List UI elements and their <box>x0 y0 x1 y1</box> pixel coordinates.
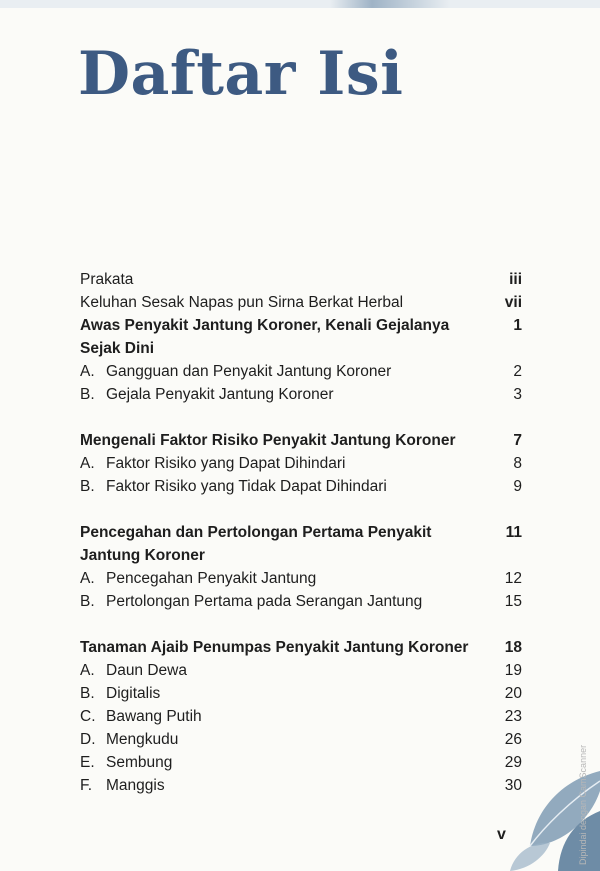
toc-entry-letter: D. <box>80 731 96 748</box>
toc-entry-page: vii <box>504 294 522 311</box>
toc-entry-letter: E. <box>80 754 95 771</box>
toc-entry-page: 15 <box>504 593 522 610</box>
toc-subentry <box>0 452 600 476</box>
toc-entry-page: 3 <box>513 386 522 403</box>
toc-subentry <box>0 705 600 729</box>
toc-entry-page: 18 <box>504 639 522 656</box>
toc-entry-page: 26 <box>504 731 522 748</box>
toc-entry-page: 29 <box>504 754 522 771</box>
toc-entry-label: Daun Dewa <box>106 662 187 679</box>
toc-entry-page: 11 <box>505 524 522 541</box>
toc-entry-label: Faktor Risiko yang Dapat Dihindari <box>106 455 346 472</box>
toc-subentry <box>0 659 600 683</box>
toc-entry-letter: A. <box>80 570 95 587</box>
toc-entry-letter: C. <box>80 708 96 725</box>
toc-entry-page: 2 <box>513 363 522 380</box>
toc-chapter-entry <box>0 636 600 660</box>
toc-entry-label: Jantung Koroner <box>80 547 205 564</box>
toc-entry-label: Pertolongan Pertama pada Serangan Jantung <box>106 593 423 610</box>
toc-subentry <box>0 360 600 384</box>
toc-subentry <box>0 383 600 407</box>
toc-entry-label: Manggis <box>106 777 165 794</box>
toc-chapter-entry <box>0 314 600 338</box>
toc-entry-label: Mengenali Faktor Risiko Penyakit Jantung Koroner <box>80 432 456 449</box>
page-title: Daftar Isi <box>78 39 404 109</box>
toc-chapter-entry <box>0 544 600 568</box>
toc-entry-label: Prakata <box>80 271 134 288</box>
toc-entry-page: 12 <box>504 570 522 587</box>
toc-subentry <box>0 475 600 499</box>
toc-subentry <box>0 682 600 706</box>
scanner-watermark: Dipindai dengan CamScanner <box>578 744 588 865</box>
toc-entry-page: 30 <box>504 777 522 794</box>
toc-entry-page: 19 <box>504 662 522 679</box>
toc-entry-letter: A. <box>80 363 95 380</box>
toc-entry-page: 7 <box>513 432 522 449</box>
toc-entry-page: 20 <box>504 685 522 702</box>
toc-chapter-entry <box>0 337 600 361</box>
toc-entry-label: Sembung <box>106 754 173 771</box>
toc-front-entry <box>0 268 600 292</box>
toc-subentry <box>0 590 600 614</box>
toc-front-entry <box>0 291 600 315</box>
toc-entry-letter: B. <box>80 593 95 610</box>
toc-entry-label: Faktor Risiko yang Tidak Dapat Dihindari <box>106 478 387 495</box>
toc-entry-letter: B. <box>80 478 95 495</box>
toc-entry-letter: F. <box>80 777 93 794</box>
toc-entry-label: Gangguan dan Penyakit Jantung Koroner <box>106 363 392 380</box>
toc-entry-label: Pencegahan dan Pertolongan Pertama Penyakit <box>80 524 432 541</box>
toc-chapter-entry <box>0 521 600 545</box>
toc-entry-label: Sejak Dini <box>80 340 155 357</box>
toc-entry-label: Awas Penyakit Jantung Koroner, Kenali Gejalanya <box>80 317 450 334</box>
toc-entry-label: Mengkudu <box>106 731 179 748</box>
toc-entry-letter: B. <box>80 685 95 702</box>
toc-entry-page: 8 <box>513 455 522 472</box>
toc-subentry <box>0 567 600 591</box>
toc-entry-letter: A. <box>80 662 95 679</box>
page-number: v <box>497 826 506 843</box>
toc-entry-letter: A. <box>80 455 95 472</box>
toc-entry-letter: B. <box>80 386 95 403</box>
toc-entry-page: 9 <box>513 478 522 495</box>
toc-entry-page: iii <box>509 271 522 288</box>
toc-entry-label: Bawang Putih <box>106 708 202 725</box>
toc-entry-page: 1 <box>513 317 522 334</box>
toc-chapter-entry <box>0 429 600 453</box>
toc-entry-label: Pencegahan Penyakit Jantung <box>106 570 317 587</box>
toc-entry-label: Digitalis <box>106 685 161 702</box>
toc-entry-label: Gejala Penyakit Jantung Koroner <box>106 386 334 403</box>
toc-entry-page: 23 <box>504 708 522 725</box>
toc-subentry <box>0 728 600 752</box>
toc-entry-label: Tanaman Ajaib Penumpas Penyakit Jantung Koroner <box>80 639 469 656</box>
toc-entry-label: Keluhan Sesak Napas pun Sirna Berkat Herbal <box>80 294 404 311</box>
